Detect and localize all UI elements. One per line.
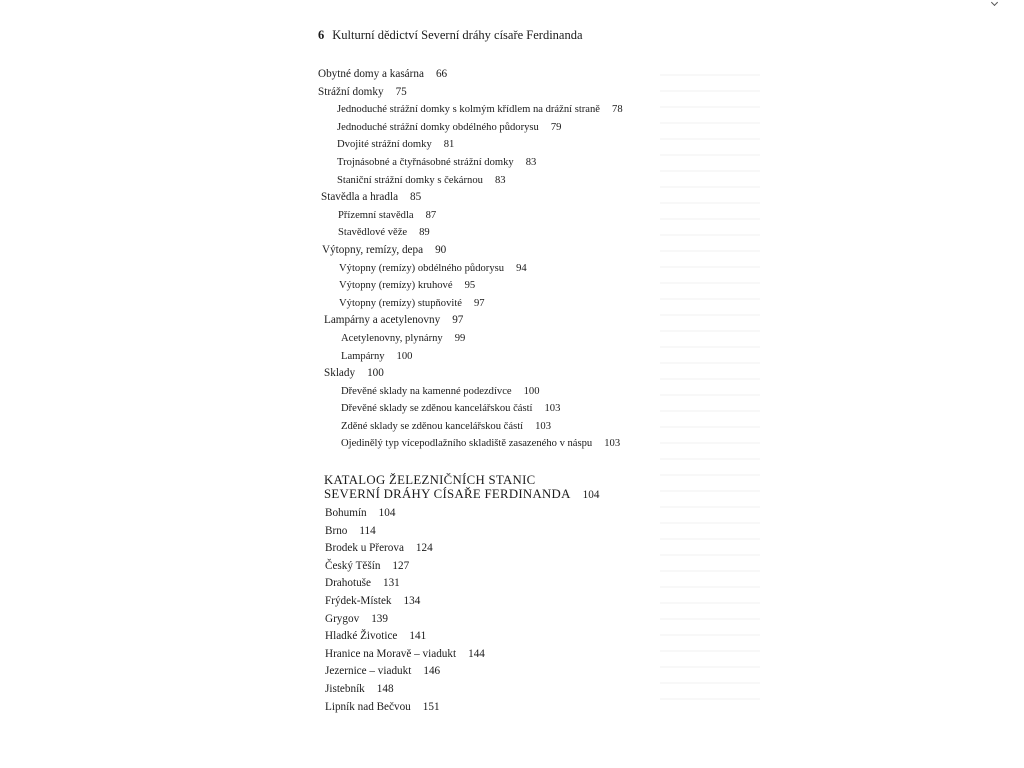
toc-entry-label: Jednoduché strážní domky s kolmým křídlem na drážní straně <box>337 104 601 116</box>
toc-entry <box>318 383 678 401</box>
section-heading-line-1: KATALOG ŽELEZNIČNÍCH STANIC <box>324 473 536 487</box>
catalog-entry-page: 148 <box>376 682 394 695</box>
toc-entry <box>318 435 678 453</box>
toc-entry-label: Trojnásobné a čtyřnásobné strážní domky <box>337 156 514 168</box>
toc-entry-page: 94 <box>516 262 527 274</box>
toc-entry <box>318 400 678 418</box>
toc-entry-page: 97 <box>473 297 485 309</box>
toc-entry-page: 78 <box>612 104 623 116</box>
catalog-entry-label: Grygov <box>325 612 360 625</box>
toc-entry-label: Sklady <box>324 367 356 380</box>
toc-entry-label: Ojedinělý typ vícepodlažního skladiště zasazeného v náspu <box>341 438 593 450</box>
running-header <box>318 28 583 43</box>
catalog-entry-page: 104 <box>378 507 396 519</box>
running-title: Kulturní dědictví Severní dráhy císaře Ferdinanda <box>332 28 583 42</box>
toc-entry-label: Stavědlové věže <box>338 227 408 239</box>
catalog-entry-label: Frýdek-Místek <box>325 594 392 607</box>
toc-entry <box>318 207 678 225</box>
section-heading-page: 104 <box>582 488 600 501</box>
toc-entry <box>318 224 678 242</box>
corner-mark-icon <box>991 0 998 6</box>
toc-entry-page: 83 <box>525 156 537 168</box>
toc-entry <box>318 260 678 278</box>
catalog-entry-page: 114 <box>359 524 376 537</box>
toc-entry-label: Dvojité strážní domky <box>337 139 432 151</box>
catalog-entry-label: Lipník nad Bečvou <box>325 700 411 713</box>
toc-entry-page: 103 <box>544 403 561 415</box>
toc-entry <box>318 154 678 172</box>
toc-entry-page: 99 <box>454 332 466 344</box>
catalog-entry-label: Jezernice – viadukt <box>325 665 412 678</box>
toc-entry-label: Dřevěné sklady na kamenné podezdívce <box>341 385 512 397</box>
toc-entry-label: Výtopny (remízy) stupňovité <box>339 297 462 309</box>
toc-entry-label: Výtopny (remízy) obdélného půdorysu <box>339 262 505 274</box>
toc-entry-page: 100 <box>367 367 384 380</box>
toc-entry <box>318 295 678 313</box>
catalog-entry-page: 144 <box>468 647 485 660</box>
catalog-entry <box>325 699 485 717</box>
catalog-entry <box>325 646 485 664</box>
toc-entry-label: Dřevěné sklady se zděnou kancelářskou částí <box>341 403 533 415</box>
catalog-entry <box>325 558 485 576</box>
toc-entry <box>318 365 678 383</box>
catalog-entry-page: 139 <box>371 612 388 625</box>
section-heading-line-2-text: SEVERNÍ DRÁHY CÍSAŘE FERDINANDA <box>324 486 571 501</box>
toc-entry-label: Staniční strážní domky s čekárnou <box>337 174 483 186</box>
toc-entry <box>318 348 678 366</box>
toc-entry-page: 103 <box>604 438 621 450</box>
catalog-entry <box>325 540 485 558</box>
toc-entry-page: 90 <box>435 243 447 256</box>
catalog-entry <box>325 575 485 593</box>
catalog-entry-label: Brno <box>325 524 348 537</box>
toc-entry-label: Jednoduché strážní domky obdélného půdorysu <box>337 121 539 133</box>
catalog-entry-page: 131 <box>382 577 400 590</box>
section-heading-line-2 <box>324 488 599 503</box>
page-number: 6 <box>318 28 325 42</box>
toc-entry-label: Obytné domy a kasárna <box>318 68 424 80</box>
catalog-entry-page: 151 <box>422 700 440 713</box>
catalog-entry-label: Brodek u Přerova <box>325 542 404 555</box>
catalog-entry-label: Hladké Životice <box>325 630 398 643</box>
toc-entry-label: Přízemní stavědla <box>338 209 414 221</box>
toc-entry <box>318 330 678 348</box>
toc-entry <box>318 242 678 260</box>
toc-entry <box>318 119 678 137</box>
catalog-entry-label: Hranice na Moravě – viadukt <box>325 647 457 660</box>
toc-entry-page: 100 <box>523 385 540 397</box>
catalog-entry <box>325 611 485 629</box>
catalog-entry-page: 134 <box>403 594 421 607</box>
catalog-entry-page: 141 <box>409 630 427 643</box>
catalog-entry <box>325 663 485 681</box>
catalog-entry-page: 146 <box>423 665 441 678</box>
toc-entry-label: Výtopny, remízy, depa <box>322 243 424 256</box>
catalog-entry <box>325 628 485 646</box>
toc-entry <box>318 418 678 436</box>
catalog-entry <box>325 593 485 611</box>
toc-entry-page: 95 <box>464 280 476 292</box>
toc-entry-label: Stavědla a hradla <box>321 191 399 204</box>
toc-entry-page: 85 <box>410 191 422 204</box>
toc-entry-page: 89 <box>419 227 430 239</box>
catalog-entry-label: Český Těšín <box>325 559 381 572</box>
catalog-entry <box>325 681 485 699</box>
toc-entry-page: 83 <box>494 174 506 186</box>
catalog-entry-label: Jistebník <box>325 682 365 695</box>
catalog-entry <box>325 505 485 523</box>
toc-entry-page: 75 <box>395 85 407 98</box>
toc-entry-page: 100 <box>396 350 413 362</box>
toc-entry-page: 87 <box>425 209 437 221</box>
toc-entry-label: Lampárny a acetylenovny <box>324 314 441 327</box>
toc-entry-page: 97 <box>452 314 464 327</box>
toc-entry <box>318 66 678 84</box>
toc-entry-page: 103 <box>535 420 551 432</box>
toc-entry-page: 66 <box>435 68 448 80</box>
toc-entry-label: Strážní domky <box>318 85 384 98</box>
catalog-section-heading <box>324 474 599 502</box>
catalog-entry <box>325 523 485 541</box>
catalog-entry-page: 127 <box>392 559 410 572</box>
catalog-entry-label: Drahotuše <box>325 577 371 590</box>
toc-entry-label: Lampárny <box>341 350 385 362</box>
table-of-contents <box>318 66 678 453</box>
toc-entry-label: Acetylenovny, plynárny <box>341 332 443 344</box>
toc-entry-page: 79 <box>550 121 562 133</box>
toc-entry <box>318 277 678 295</box>
catalog-entry-page: 124 <box>415 542 433 555</box>
toc-entry <box>318 312 678 330</box>
toc-entry-page: 81 <box>443 139 455 151</box>
toc-entry <box>318 189 678 207</box>
toc-entry <box>318 136 678 154</box>
toc-entry <box>318 101 678 119</box>
catalog-entry-label: Bohumín <box>325 507 367 519</box>
toc-entry <box>318 84 678 102</box>
toc-entry <box>318 172 678 190</box>
toc-entry-label: Výtopny (remízy) kruhové <box>339 280 453 292</box>
station-catalog-list <box>325 505 485 716</box>
toc-entry-label: Zděné sklady se zděnou kancelářskou částí <box>341 420 524 432</box>
